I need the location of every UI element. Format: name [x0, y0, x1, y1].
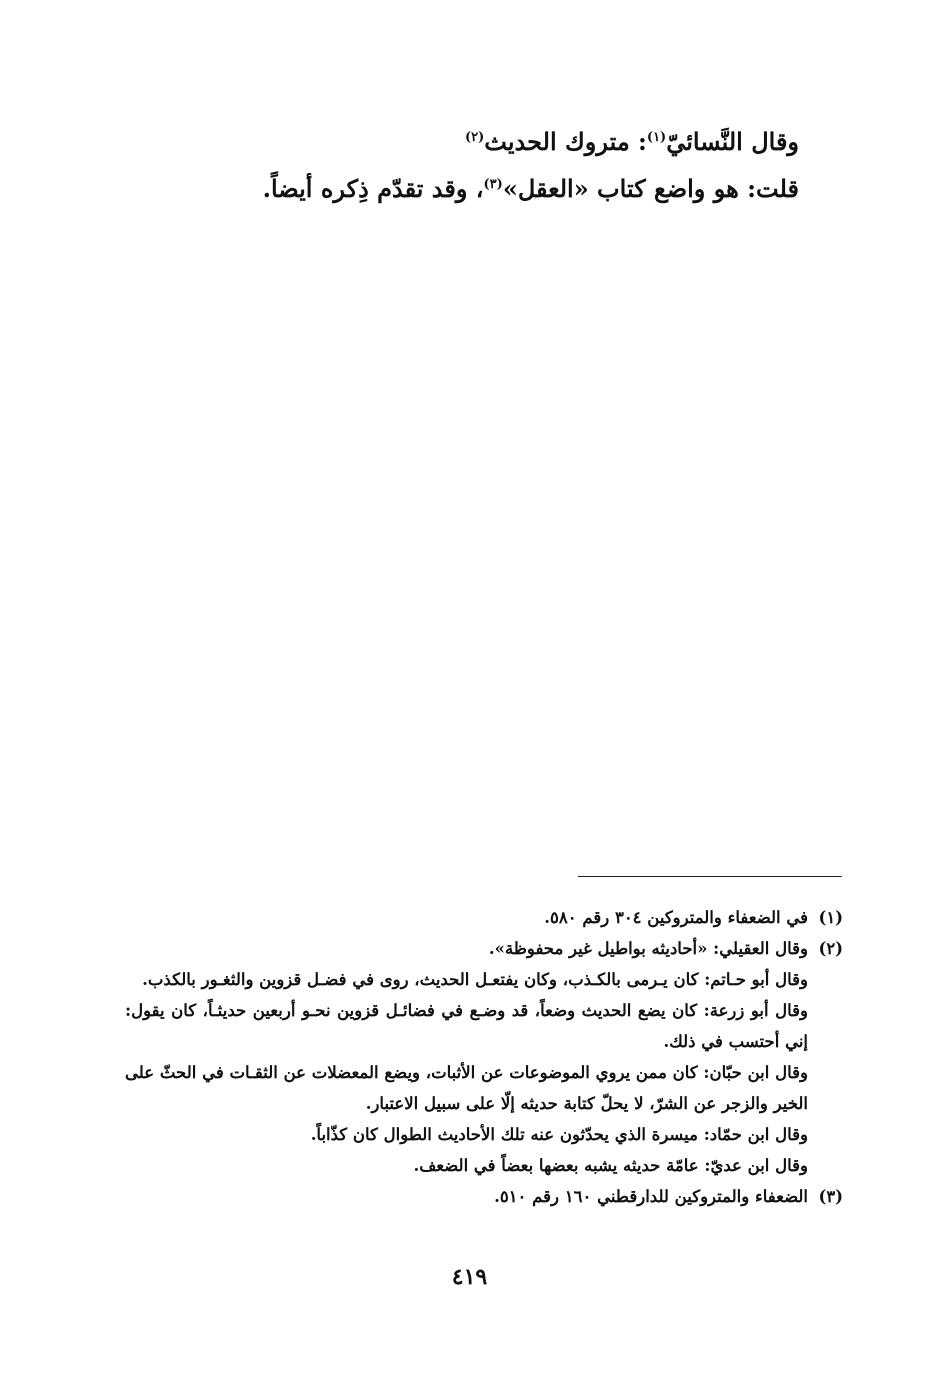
footnote-separator: [578, 876, 842, 877]
footnote-1: [125, 902, 843, 933]
footnote-2-number: (٢): [818, 939, 843, 958]
footnote-2-ibn-hammad: وقال ابن حمّاد: ميسرة الذي يحدّثون عنه تلك الأحاديث الطوال كان كذّاباً.: [310, 1125, 808, 1144]
footnote-reference-2: (٢): [465, 130, 485, 145]
footnote-1-text: في الضعفاء والمتروكين ٣٠٤ رقم ٥٨٠.: [544, 908, 808, 927]
footnote-reference-1: (١): [646, 130, 667, 145]
footnote-1-number: (١): [818, 908, 843, 927]
footnote-3: [125, 1181, 843, 1212]
main-line-2-text-a: قلت: هو واضع كتاب «العقل»: [502, 174, 799, 203]
page-number: ٤١٩: [451, 1264, 488, 1290]
footnote-3-text: الضعفاء والمتروكين للدارقطني ١٦٠ رقم ٥١٠.: [494, 1187, 808, 1206]
main-line-2-text-b: ، وقد تقدّم ذِكره أيضاً.: [262, 174, 484, 203]
footnote-2-abu-hatim: وقال أبو حـاتم: كان يـرمى بالكـذب، وكان يفتعـل الحديث، روى في فضـل قزوين والثغـور بالكذب.: [142, 970, 808, 989]
main-line-1: [139, 118, 799, 165]
main-line-1-text-b: : متروك الحديث: [484, 127, 647, 156]
main-line-2: [139, 165, 799, 212]
footnote-3-number: (٣): [818, 1187, 843, 1206]
main-text: [139, 118, 799, 212]
footnote-2: [125, 933, 843, 964]
footnote-2-ibn-hibban: وقال ابن حبّان: كان ممن يروي الموضوعات عن الأثبات، ويضع المعضلات عن الثقـات في الحثّ على الخير والزجر عن الشرّ، لا يحلّ كتابة حديثه إلّا على سبيل الاعتبار.: [125, 1063, 808, 1113]
footnote-reference-3: (٣): [483, 177, 503, 192]
footnotes: [125, 902, 843, 1212]
footnote-2-ibn-adi: وقال ابن عديّ: عامّة حديثه يشبه بعضها بعضاً في الضعف.: [413, 1156, 808, 1175]
footnote-2-abu-zura: وقال أبو زرعة: كان يضع الحديث وضعاً، قد وضـع في فضائـل قزوين نحـو أربعين حديثـاً، كان يقول: إني أحتسب في ذلك.: [125, 1001, 808, 1051]
footnote-2-text: وقال العقيلي: «أحاديثه بواطيل غير محفوظة».: [488, 939, 808, 958]
main-line-1-text-a: وقال النَّسائيّ: [666, 127, 799, 156]
